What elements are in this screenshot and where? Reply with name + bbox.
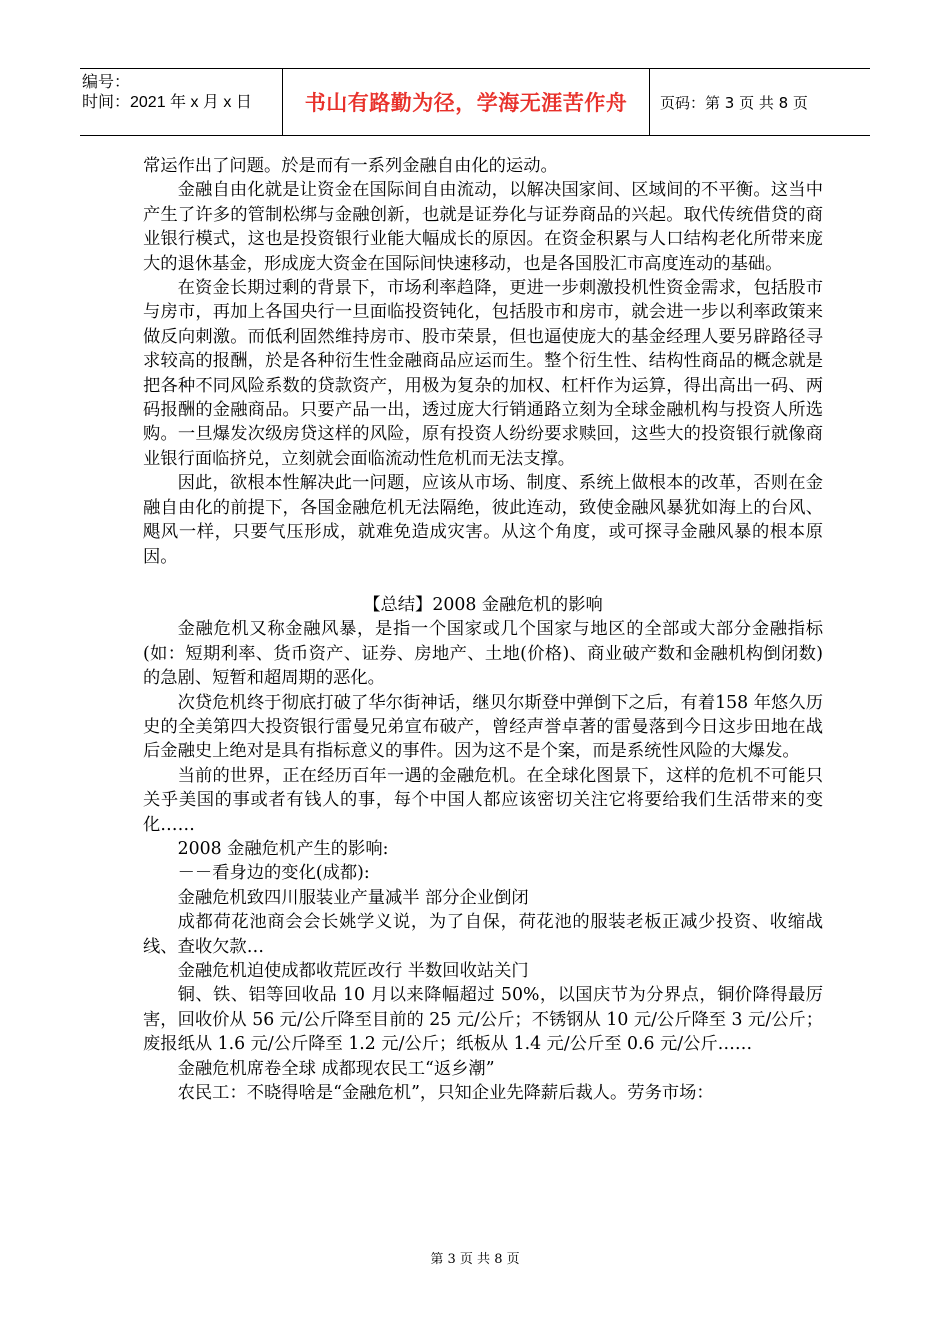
paragraph: 金融危机又称金融风暴，是指一个国家或几个国家与地区的全部或大部分金融指标(如：短期利率、货币资产、证券、房地产、土地(价格)、商业破产数和金融机构倒闭数)的急剧、短暂和超周期的恶化。: [143, 619, 823, 689]
section-heading: 【总结】2008 金融危机的影响: [363, 594, 603, 615]
date-label: 时间：2021 年 x 月 x 日: [82, 94, 252, 111]
paragraph: 2008 金融危机产生的影响:: [177, 838, 389, 859]
paragraph: 因此，欲根本性解决此一问题，应该从市场、制度、系统上做根本的改革，否则在金融自由化的前提下，各国金融危机无法隔绝，彼此连动，致使金融风暴犹如海上的台风、飓风一样，只要气压形成，就难免造成灾害。从这个角度，或可探寻金融风暴的根本原因。: [143, 473, 823, 567]
paragraph: 金融危机致四川服装业产量减半 部分企业倒闭: [177, 887, 529, 908]
spacer: [143, 569, 823, 593]
header-motto: 书山有路勤为径，学海无涯苦作舟: [283, 69, 650, 135]
paragraph: 农民工：不晓得啥是“金融危机”，只知企业先降薪后裁人。劳务市场：: [177, 1083, 714, 1104]
paragraph: 常运作出了问题。於是而有一系列金融自由化的运动。: [143, 156, 558, 176]
paragraph: 金融危机迫使成都收荒匠改行 半数回收站关门: [177, 961, 529, 981]
paragraph: 成都荷花池商会会长姚学义说，为了自保，荷花池的服装老板正减少投资、收缩战线、查收欠款…: [143, 912, 823, 957]
paragraph: 次贷危机终于彻底打破了华尔街神话，继贝尔斯登中弹倒下之后，有着158 年悠久历史的全美第四大投资银行雷曼兄弟宣布破产，曾经声誉卓著的雷曼落到今日这步田地在战后金融史上绝对是具有指标意义的事件。因为这不是个案，而是系统性风险的大爆发。: [143, 692, 823, 762]
page-footer: 第 3 页 共 8 页: [430, 1252, 520, 1267]
header-page-number: 页码：第 3 页 共 8 页: [660, 93, 808, 112]
paragraph: 铜、铁、铝等回收品 10 月以来降幅超过 50%，以国庆节为分界点，铜价降得最厉害，回收价从 56 元/公斤降至目前的 25 元/公斤；不锈钢从 10 元/公斤降至 3 元/公斤；废报纸从 1.6 元/公斤降至 1.2 元/公斤；纸板从 1.4 元/公斤至 0.6 元/公斤……: [143, 985, 823, 1055]
page-header: [80, 68, 870, 136]
paragraph: －－看身边的变化(成都):: [177, 863, 370, 884]
paragraph: 金融危机席卷全球 成都现农民工“返乡潮”: [177, 1058, 495, 1079]
document-number-label: 编号：: [82, 74, 131, 91]
paragraph: 金融自由化就是让资金在国际间自由流动，以解决国家间、区域间的不平衡。这当中产生了许多的管制松绑与金融创新，也就是证券化与证券商品的兴起。取代传统借贷的商业银行模式，这也是投资银行业能大幅成长的原因。在资金积累与人口结构老化所带来庞大的退休基金，形成庞大资金在国际间快速移动，也是各国股汇市高度连动的基础。: [143, 180, 823, 274]
document-body: [143, 154, 823, 1105]
paragraph: 在资金长期过剩的背景下，市场利率趋降，更进一步刺激投机性资金需求，包括股市与房市，再加上各国央行一旦面临投资钝化，包括股市和房市，就会进一步以利率政策来做反向刺激。而低利固然维持房市、股市荣景，但也逼使庞大的基金经理人要另辟路径寻求较高的报酬，於是各种衍生性金融商品应运而生。整个衍生性、结构性商品的概念就是把各种不同风险系数的贷款资产，用极为复杂的加权、杠杆作为运算，得出高出一码、两码报酬的金融商品。只要产品一出，透过庞大行销通路立刻为全球金融机构与投资人所选购。一旦爆发次级房贷这样的风险，原有投资人纷纷要求赎回，这些大的投资银行就像商业银行面临挤兑，立刻就会面临流动性危机而无法支撑。: [143, 278, 823, 469]
paragraph: 当前的世界，正在经历百年一遇的金融危机。在全球化图景下，这样的危机不可能只关乎美国的事或者有钱人的事，每个中国人都应该密切关注它将要给我们生活带来的变化……: [143, 765, 823, 835]
header-meta: [80, 69, 283, 135]
